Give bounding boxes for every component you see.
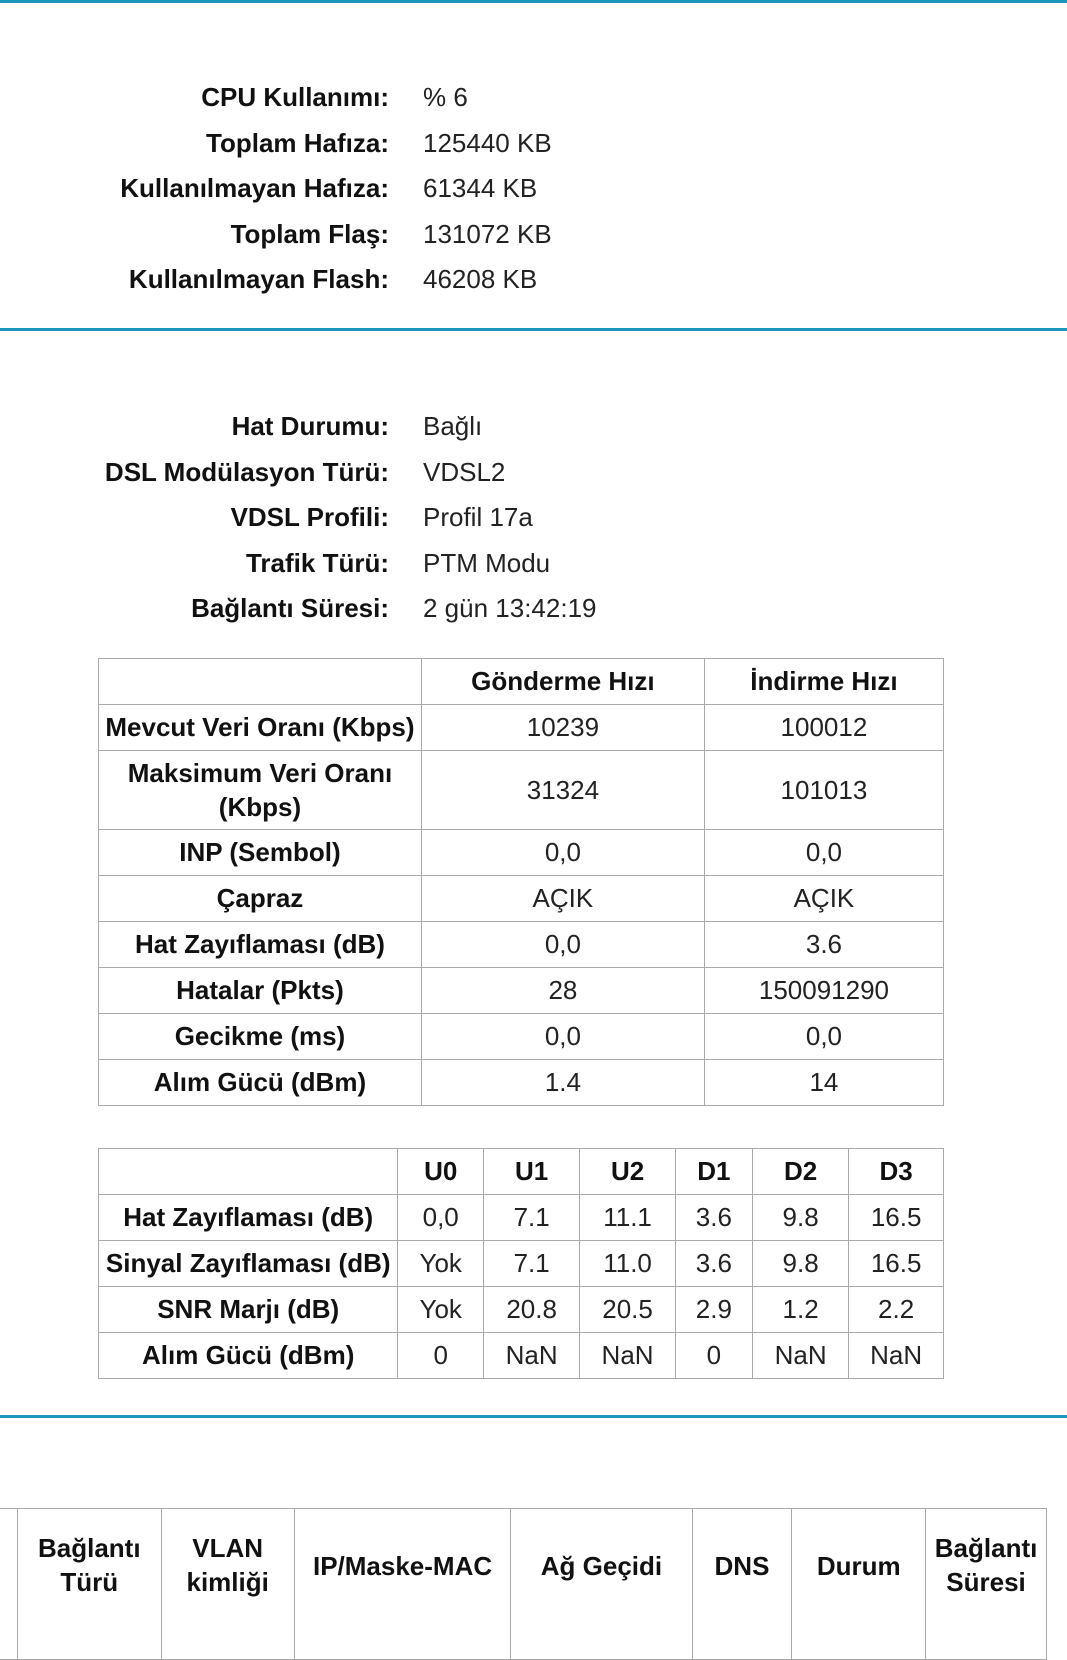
system-info-value: 61344 KB [423, 173, 538, 204]
downstream-value: AÇIK [704, 876, 943, 922]
band-header-cell: U0 [398, 1149, 484, 1195]
table-row [99, 876, 944, 922]
wan-header-cell: Durum [792, 1509, 926, 1660]
table-row [99, 922, 944, 968]
table-row [99, 1287, 944, 1333]
row-header: Hat Zayıflaması (dB) [99, 922, 422, 968]
row-header: Mevcut Veri Oranı (Kbps) [99, 705, 422, 751]
upstream-value: 0,0 [421, 922, 704, 968]
row-header: Alım Gücü (dBm) [99, 1060, 422, 1106]
band-value: 1.2 [752, 1287, 848, 1333]
band-value: 2.2 [849, 1287, 944, 1333]
band-value: 2.9 [675, 1287, 752, 1333]
band-value: 3.6 [675, 1195, 752, 1241]
section-divider [0, 1415, 1067, 1418]
rates-header-cell: İndirme Hızı [704, 659, 943, 705]
downstream-value: 101013 [704, 751, 943, 830]
band-value: 0,0 [398, 1195, 484, 1241]
band-value: 9.8 [752, 1241, 848, 1287]
band-value: 20.5 [580, 1287, 676, 1333]
band-value: 9.8 [752, 1195, 848, 1241]
row-header: Hat Zayıflaması (dB) [99, 1195, 398, 1241]
dsl-info-row [0, 586, 597, 632]
dsl-info-label: Trafik Türü: [245, 547, 389, 578]
downstream-value: 14 [704, 1060, 943, 1106]
row-header: INP (Sembol) [99, 830, 422, 876]
table-row [99, 1241, 944, 1287]
system-info-row [0, 166, 552, 212]
table-row [99, 1060, 944, 1106]
band-value: 0 [675, 1333, 752, 1379]
row-header: SNR Marjı (dB) [99, 1287, 398, 1333]
system-info-row [0, 212, 552, 258]
wan-header-cell: Bağlantı Süresi [926, 1509, 1047, 1660]
band-value: NaN [849, 1333, 944, 1379]
dsl-info-row [0, 541, 597, 587]
row-header: Hatalar (Pkts) [99, 968, 422, 1014]
system-info-section [0, 75, 552, 303]
dsl-info-label: Bağlantı Süresi: [191, 593, 389, 624]
table-row [99, 830, 944, 876]
dsl-info-value: PTM Modu [423, 547, 551, 578]
dsl-info-section [0, 404, 597, 632]
band-value: Yok [398, 1241, 484, 1287]
wan-header-cell: Bağlantı Türü [18, 1509, 161, 1660]
upstream-value: 10239 [421, 705, 704, 751]
downstream-value: 150091290 [704, 968, 943, 1014]
row-header: Sinyal Zayıflaması (dB) [99, 1241, 398, 1287]
band-header-cell: U1 [484, 1149, 580, 1195]
upstream-value: 0,0 [421, 1014, 704, 1060]
upstream-value: AÇIK [421, 876, 704, 922]
dsl-band-table [98, 1148, 944, 1379]
band-value: NaN [484, 1333, 580, 1379]
system-info-label: Toplam Flaş: [230, 218, 389, 249]
band-value: 20.8 [484, 1287, 580, 1333]
band-value: 16.5 [849, 1241, 944, 1287]
table-row [99, 968, 944, 1014]
row-header: Gecikme (ms) [99, 1014, 422, 1060]
system-info-label: Toplam Hafıza: [206, 127, 389, 158]
dsl-info-value: Profil 17a [423, 502, 533, 533]
dsl-info-label: Hat Durumu: [231, 411, 389, 442]
wan-header-cell [0, 1509, 18, 1660]
band-value: 7.1 [484, 1195, 580, 1241]
row-header: Maksimum Veri Oranı (Kbps) [99, 751, 422, 830]
top-divider [0, 0, 1067, 3]
system-info-value: 125440 KB [423, 127, 552, 158]
downstream-value: 0,0 [704, 1014, 943, 1060]
wan-header-cell: DNS [692, 1509, 792, 1660]
band-header-cell: D2 [752, 1149, 848, 1195]
band-value: 7.1 [484, 1241, 580, 1287]
dsl-info-row [0, 404, 597, 450]
section-divider [0, 328, 1067, 331]
band-value: 11.0 [580, 1241, 676, 1287]
system-info-label: Kullanılmayan Hafıza: [120, 173, 389, 204]
band-header-cell: D1 [675, 1149, 752, 1195]
band-value: 3.6 [675, 1241, 752, 1287]
table-row [99, 1333, 944, 1379]
system-info-row [0, 257, 552, 303]
wan-header-cell: IP/Maske-MAC [294, 1509, 510, 1660]
system-info-row [0, 121, 552, 167]
upstream-value: 1.4 [421, 1060, 704, 1106]
table-row [99, 1014, 944, 1060]
system-info-value: % 6 [423, 82, 468, 113]
table-row [99, 1195, 944, 1241]
dsl-info-label: DSL Modülasyon Türü: [104, 456, 389, 487]
downstream-value: 0,0 [704, 830, 943, 876]
band-value: NaN [752, 1333, 848, 1379]
rates-header-cell: Gönderme Hızı [421, 659, 704, 705]
band-value: 16.5 [849, 1195, 944, 1241]
band-value: Yok [398, 1287, 484, 1333]
dsl-info-row [0, 495, 597, 541]
row-header: Çapraz [99, 876, 422, 922]
upstream-value: 31324 [421, 751, 704, 830]
table-row [99, 705, 944, 751]
system-info-value: 131072 KB [423, 218, 552, 249]
upstream-value: 0,0 [421, 830, 704, 876]
rates-header-cell [99, 659, 422, 705]
wan-header-cell: Ağ Geçidi [511, 1509, 692, 1660]
dsl-info-label: VDSL Profili: [230, 502, 389, 533]
wan-connections-table [0, 1508, 1047, 1660]
band-value: NaN [580, 1333, 676, 1379]
band-header-cell [99, 1149, 398, 1195]
band-value: 11.1 [580, 1195, 676, 1241]
band-value: 0 [398, 1333, 484, 1379]
system-info-value: 46208 KB [423, 264, 538, 295]
dsl-info-value: Bağlı [423, 411, 483, 442]
table-row [99, 751, 944, 830]
system-info-row [0, 75, 552, 121]
system-info-label: Kullanılmayan Flash: [128, 264, 389, 295]
system-info-label: CPU Kullanımı: [201, 82, 389, 113]
dsl-info-row [0, 450, 597, 496]
band-header-cell: D3 [849, 1149, 944, 1195]
downstream-value: 100012 [704, 705, 943, 751]
row-header: Alım Gücü (dBm) [99, 1333, 398, 1379]
dsl-info-value: 2 gün 13:42:19 [423, 593, 597, 624]
dsl-rates-table [98, 658, 944, 1106]
dsl-info-value: VDSL2 [423, 456, 506, 487]
wan-header-cell: VLAN kimliği [161, 1509, 294, 1660]
band-header-cell: U2 [580, 1149, 676, 1195]
upstream-value: 28 [421, 968, 704, 1014]
downstream-value: 3.6 [704, 922, 943, 968]
